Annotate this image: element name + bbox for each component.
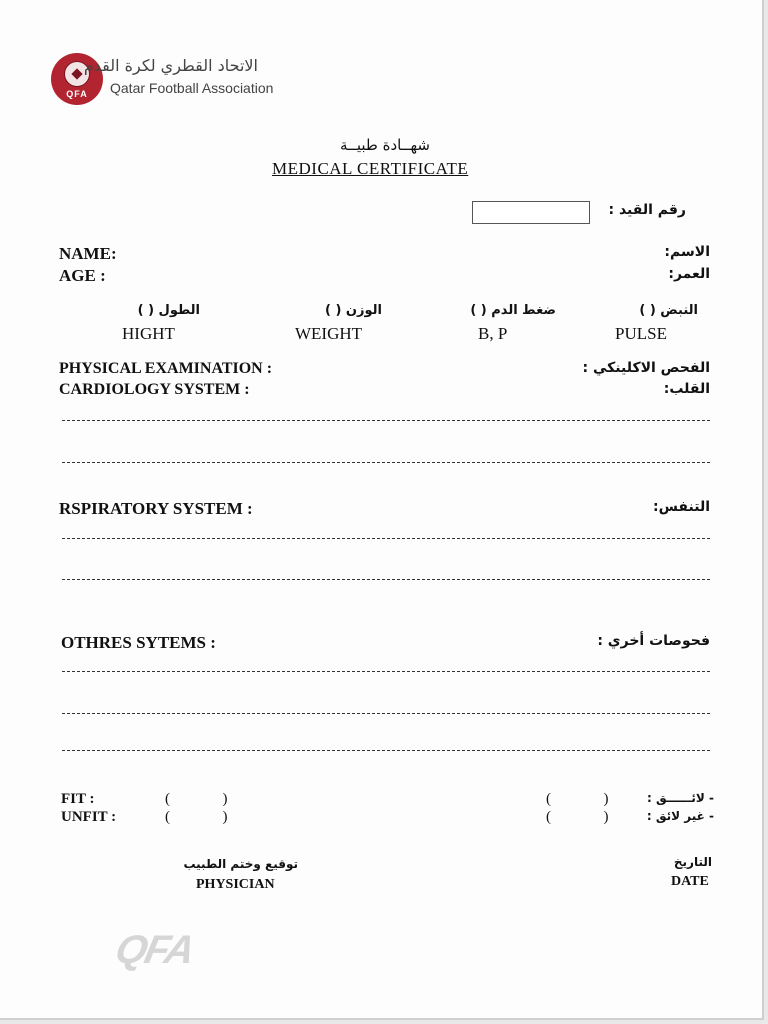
fit-checkbox[interactable]: ( ) [165,791,228,807]
cardiology-label: CARDIOLOGY SYSTEM : [59,381,250,398]
other-systems-label: OTHRES SYTEMS : [61,633,216,652]
org-name-arabic: الاتحاد القطري لكرة القدم [83,56,258,75]
bp-label: B, P [478,324,508,343]
weight-label: WEIGHT [295,324,363,343]
bp-label-arabic: ضغط الدم ( ) [470,303,556,318]
title-arabic: شهــادة طبيــة [340,136,430,154]
respiratory-line-2[interactable] [62,579,710,580]
height-label: HIGHT [122,324,175,343]
org-name-english: Qatar Football Association [110,80,274,96]
other-systems-line-1[interactable] [62,671,710,672]
unfit-label-arabic: - غير لائق : [646,809,714,823]
cardiology-label-arabic: القلب: [663,381,710,397]
age-label: AGE : [59,266,106,285]
respiratory-label: RSPIRATORY SYSTEM : [59,499,253,518]
respiratory-label-arabic: التنفس: [653,499,710,515]
registration-number-label: رقم القيد : [608,202,686,218]
logo-text: QFA [66,89,88,99]
age-label-arabic: العمر: [668,266,710,282]
physician-label-arabic: توقيع وختم الطبيب [183,857,298,871]
other-systems-label-arabic: فحوصات أخري : [597,633,710,649]
date-label-arabic: التاريخ [673,855,712,869]
date-label: DATE [671,874,709,889]
physician-label: PHYSICIAN [196,877,275,892]
fit-checkbox-arabic[interactable]: ( ) [546,791,609,807]
weight-label-arabic: الوزن ( ) [324,303,382,318]
cardiology-line-1[interactable] [62,420,710,421]
height-label-arabic: الطول ( ) [137,303,200,318]
fit-label: FIT : [61,791,95,807]
pulse-label: PULSE [615,324,667,343]
fit-label-arabic: - لائــــــق : [646,791,714,805]
cardiology-line-2[interactable] [62,462,710,463]
name-label: NAME: [59,244,117,263]
registration-number-box[interactable] [472,201,590,224]
unfit-label: UNFIT : [61,809,117,825]
name-label-arabic: الاسم: [664,244,710,260]
unfit-checkbox-arabic[interactable]: ( ) [546,809,609,825]
physical-examination-label: PHYSICAL EXAMINATION : [59,360,273,377]
respiratory-line-1[interactable] [62,538,710,539]
other-systems-line-2[interactable] [62,713,710,714]
pulse-label-arabic: النبض ( ) [639,303,698,318]
physical-examination-label-arabic: الفحص الاكلينكي : [582,360,710,376]
title-english: MEDICAL CERTIFICATE [272,159,469,178]
qfa-watermark-logo: QFA [111,928,198,972]
unfit-checkbox[interactable]: ( ) [165,809,228,825]
other-systems-line-3[interactable] [62,750,710,751]
